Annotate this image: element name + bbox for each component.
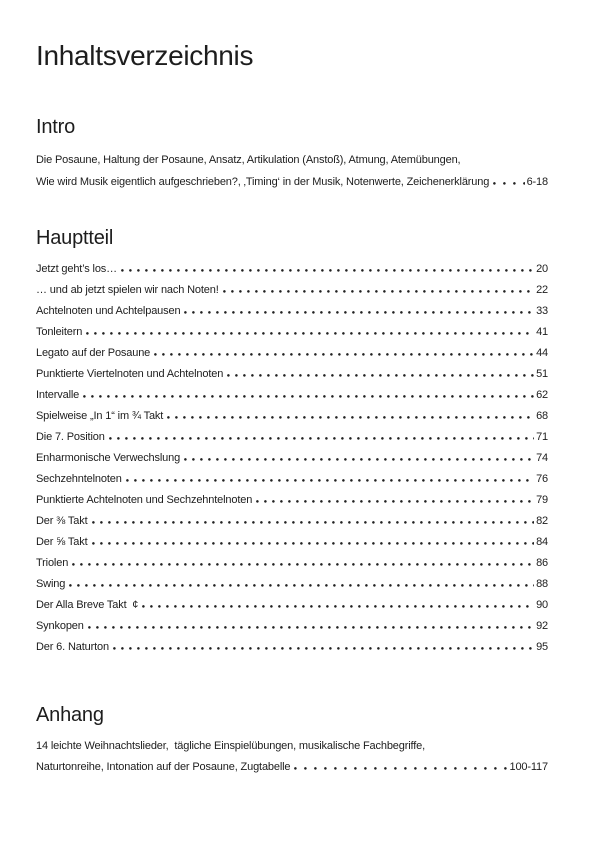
dot-leader <box>88 626 534 629</box>
toc-entry-label: Intervalle <box>36 389 80 401</box>
anhang-page-range: 100-117 <box>509 761 548 773</box>
dot-leader <box>83 395 534 398</box>
toc-entry <box>36 553 548 574</box>
dot-leader <box>92 542 535 545</box>
dot-leader <box>142 605 534 608</box>
toc-entry-label: Punktierte Viertelnoten und Achtelnoten <box>36 368 224 380</box>
section-heading-hauptteil: Hauptteil <box>36 227 114 249</box>
toc-entry <box>36 574 548 595</box>
toc-entry <box>36 259 548 280</box>
dot-leader <box>86 332 534 335</box>
toc-entry-page: 79 <box>536 494 548 506</box>
toc-entry-page: 71 <box>536 431 548 443</box>
hauptteil-entry-list <box>36 259 548 658</box>
toc-entry-label: … und ab jetzt spielen wir nach Noten! <box>36 284 219 296</box>
toc-entry-label: Die 7. Position <box>36 431 105 443</box>
toc-entry <box>36 280 548 301</box>
dot-leader <box>113 647 534 650</box>
toc-entry <box>36 469 548 490</box>
dot-leader <box>69 584 534 587</box>
toc-entry <box>36 301 548 322</box>
toc-entry <box>36 637 548 658</box>
toc-entry-page: 88 <box>536 578 548 590</box>
dot-leader <box>154 353 534 356</box>
toc-entry <box>36 490 548 511</box>
toc-entry-label: Legato auf der Posaune <box>36 347 151 359</box>
dot-leader <box>294 767 507 770</box>
toc-entry-page: 33 <box>536 305 548 317</box>
toc-entry-label: Punktierte Achtelnoten und Sechzehntelnoten <box>36 494 253 506</box>
intro-description-line-2-row <box>36 171 548 193</box>
section-heading-intro: Intro <box>36 116 76 138</box>
toc-entry <box>36 532 548 553</box>
dot-leader <box>256 500 534 503</box>
intro-description-line-1: Die Posaune, Haltung der Posaune, Ansatz, Artikulation (Anstoß), Atmung, Atemübungen, <box>36 154 461 166</box>
intro-description <box>36 149 548 193</box>
toc-entry-label: Spielweise „In 1“ im ¾ Takt <box>36 410 164 422</box>
dot-leader <box>184 311 534 314</box>
toc-entry-page: 95 <box>536 641 548 653</box>
toc-entry <box>36 616 548 637</box>
dot-leader <box>167 416 534 419</box>
toc-entry-label: Der 6. Naturton <box>36 641 109 653</box>
toc-entry-page: 51 <box>536 368 548 380</box>
toc-entry <box>36 427 548 448</box>
toc-entry-page: 76 <box>536 473 548 485</box>
toc-entry-label: Der Alla Breve Takt ¢ <box>36 599 139 611</box>
dot-leader <box>92 521 535 524</box>
toc-entry-page: 92 <box>536 620 548 632</box>
toc-entry-page: 68 <box>536 410 548 422</box>
toc-entry-label: Der ⅜ Takt <box>36 515 88 527</box>
intro-description-line-2: Wie wird Musik eigentlich aufgeschrieben?, ‚Timing‘ in der Musik, Notenwerte, Zeichenerklärung <box>36 176 490 188</box>
dot-leader <box>493 182 524 185</box>
dot-leader <box>227 374 534 377</box>
toc-entry-page: 44 <box>536 347 548 359</box>
intro-page-range: 6-18 <box>526 176 548 188</box>
toc-entry <box>36 343 548 364</box>
toc-entry <box>36 364 548 385</box>
anhang-description-line-2-row <box>36 756 548 778</box>
anhang-description-line-2: Naturtonreihe, Intonation auf der Posaune, Zugtabelle <box>36 761 291 773</box>
toc-entry-page: 22 <box>536 284 548 296</box>
dot-leader <box>72 563 534 566</box>
toc-entry-page: 84 <box>536 536 548 548</box>
toc-entry-label: Triolen <box>36 557 69 569</box>
anhang-description-line-1: 14 leichte Weihnachtslieder, tägliche Einspielübungen, musikalische Fachbegriffe, <box>36 740 426 752</box>
toc-entry-label: Jetzt geht’s los… <box>36 263 118 275</box>
toc-entry-page: 82 <box>536 515 548 527</box>
dot-leader <box>126 479 534 482</box>
toc-entry-label: Tonleitern <box>36 326 83 338</box>
toc-entry-label: Synkopen <box>36 620 84 632</box>
toc-entry-page: 20 <box>536 263 548 275</box>
dot-leader <box>223 290 534 293</box>
toc-entry-page: 62 <box>536 389 548 401</box>
dot-leader <box>121 269 534 272</box>
toc-entry-page: 86 <box>536 557 548 569</box>
toc-entry-label: Sechzehntelnoten <box>36 473 122 485</box>
toc-entry <box>36 448 548 469</box>
toc-entry <box>36 511 548 532</box>
toc-entry-page: 90 <box>536 599 548 611</box>
anhang-description <box>36 737 548 778</box>
toc-entry-page: 41 <box>536 326 548 338</box>
dot-leader <box>184 458 534 461</box>
dot-leader <box>109 437 534 440</box>
section-heading-anhang: Anhang <box>36 704 104 726</box>
toc-entry <box>36 385 548 406</box>
toc-entry <box>36 322 548 343</box>
toc-entry <box>36 595 548 616</box>
page-title: Inhaltsverzeichnis <box>36 40 254 71</box>
toc-entry-label: Der ⅝ Takt <box>36 536 88 548</box>
toc-entry-page: 74 <box>536 452 548 464</box>
toc-entry-label: Enharmonische Verwechslung <box>36 452 181 464</box>
toc-entry <box>36 406 548 427</box>
toc-entry-label: Swing <box>36 578 66 590</box>
toc-entry-label: Achtelnoten und Achtelpausen <box>36 305 181 317</box>
